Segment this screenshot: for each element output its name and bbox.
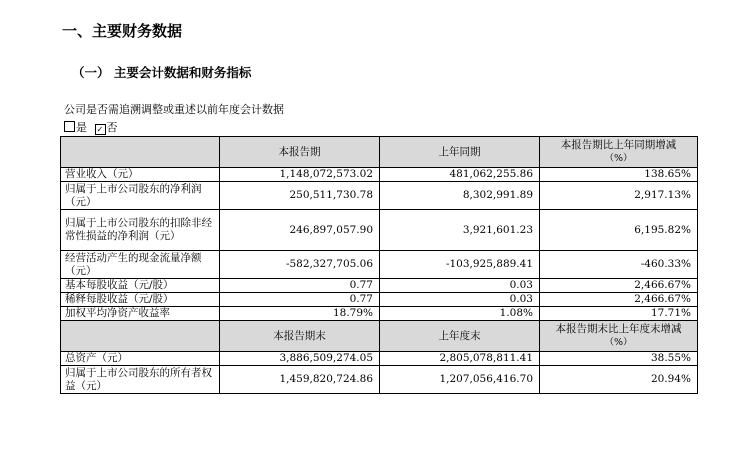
column-header-text: 本报告期末 bbox=[273, 329, 326, 342]
column-header bbox=[540, 321, 698, 352]
current-value: 1,148,072,573.02 bbox=[220, 168, 380, 182]
current-value: 0.77 bbox=[220, 279, 380, 293]
prior-value: 0.03 bbox=[380, 279, 540, 293]
column-header bbox=[220, 321, 380, 352]
table-header-row bbox=[61, 137, 698, 168]
change-value: 138.65% bbox=[540, 168, 698, 182]
column-header-text: 本报告期 bbox=[278, 145, 321, 158]
column-header-text: 上年度末 bbox=[438, 329, 481, 342]
column-header-text: 本报告期末比上年度末增减 bbox=[555, 323, 682, 335]
change-value: 38.55% bbox=[540, 352, 698, 366]
table-header-row bbox=[61, 321, 698, 352]
checkbox-no[interactable]: ✓ bbox=[95, 124, 106, 135]
option-yes-label: 是 bbox=[76, 121, 87, 134]
current-value: 1,459,820,724.86 bbox=[220, 366, 380, 394]
section-title: 一、主要财务数据 bbox=[62, 22, 183, 40]
current-value: 3,886,509,274.05 bbox=[220, 352, 380, 366]
prior-value: 481,062,255.86 bbox=[380, 168, 540, 182]
option-no-label: 否 bbox=[106, 121, 118, 134]
current-value: -582,327,705.06 bbox=[220, 251, 380, 279]
prior-value: 3,921,601.23 bbox=[380, 210, 540, 251]
change-value: 2,466.67% bbox=[540, 279, 698, 293]
header-blank bbox=[61, 137, 220, 168]
change-value: 17.71% bbox=[540, 307, 698, 321]
change-value: 6,195.82% bbox=[540, 210, 698, 251]
row-label: 营业收入（元） bbox=[61, 168, 220, 182]
current-value: 0.77 bbox=[220, 293, 380, 307]
restate-question: 公司是否需追溯调整或重述以前年度会计数据 bbox=[64, 103, 284, 116]
prior-value: 8,302,991.89 bbox=[380, 182, 540, 210]
prior-value: 0.03 bbox=[380, 293, 540, 307]
change-value: -460.33% bbox=[540, 251, 698, 279]
column-header-unit: （%） bbox=[604, 153, 633, 164]
row-label: 归属于上市公司股东的净利润（元） bbox=[61, 182, 220, 210]
row-label: 归属于上市公司股东的扣除非经常性损益的净利润（元） bbox=[61, 210, 220, 251]
column-header-text: 本报告期比上年同期增减 bbox=[560, 139, 677, 151]
table-row bbox=[61, 307, 698, 321]
change-value: 2,466.67% bbox=[540, 293, 698, 307]
table-row bbox=[61, 279, 698, 293]
column-header bbox=[220, 137, 380, 168]
subsection-title: （一） 主要会计数据和财务指标 bbox=[72, 65, 252, 80]
table-row bbox=[61, 251, 698, 279]
change-value: 2,917.13% bbox=[540, 182, 698, 210]
change-value: 20.94% bbox=[540, 366, 698, 394]
table-row bbox=[61, 366, 698, 394]
table-row bbox=[61, 210, 698, 251]
header-blank bbox=[61, 321, 220, 352]
row-label: 总资产（元） bbox=[61, 352, 220, 366]
prior-value: 2,805,078,811.41 bbox=[380, 352, 540, 366]
column-header bbox=[380, 321, 540, 352]
row-label: 稀释每股收益（元/股） bbox=[61, 293, 220, 307]
column-header-text: 上年同期 bbox=[438, 145, 481, 158]
current-value: 18.79% bbox=[220, 307, 380, 321]
row-label: 经营活动产生的现金流量净额（元） bbox=[61, 251, 220, 279]
prior-value: 1,207,056,416.70 bbox=[380, 366, 540, 394]
column-header bbox=[380, 137, 540, 168]
row-label: 基本每股收益（元/股） bbox=[61, 279, 220, 293]
current-value: 250,511,730.78 bbox=[220, 182, 380, 210]
column-header bbox=[540, 137, 698, 168]
row-label: 归属于上市公司股东的所有者权益（元） bbox=[61, 366, 220, 394]
financial-data-table bbox=[60, 136, 698, 394]
table-row bbox=[61, 168, 698, 182]
restate-options bbox=[64, 119, 118, 135]
table-row bbox=[61, 182, 698, 210]
row-label: 加权平均净资产收益率 bbox=[61, 307, 220, 321]
current-value: 246,897,057.90 bbox=[220, 210, 380, 251]
checkbox-yes[interactable] bbox=[64, 121, 75, 132]
prior-value: 1.08% bbox=[380, 307, 540, 321]
table-row bbox=[61, 293, 698, 307]
table-row bbox=[61, 352, 698, 366]
column-header-unit: （%） bbox=[604, 337, 633, 348]
prior-value: -103,925,889.41 bbox=[380, 251, 540, 279]
